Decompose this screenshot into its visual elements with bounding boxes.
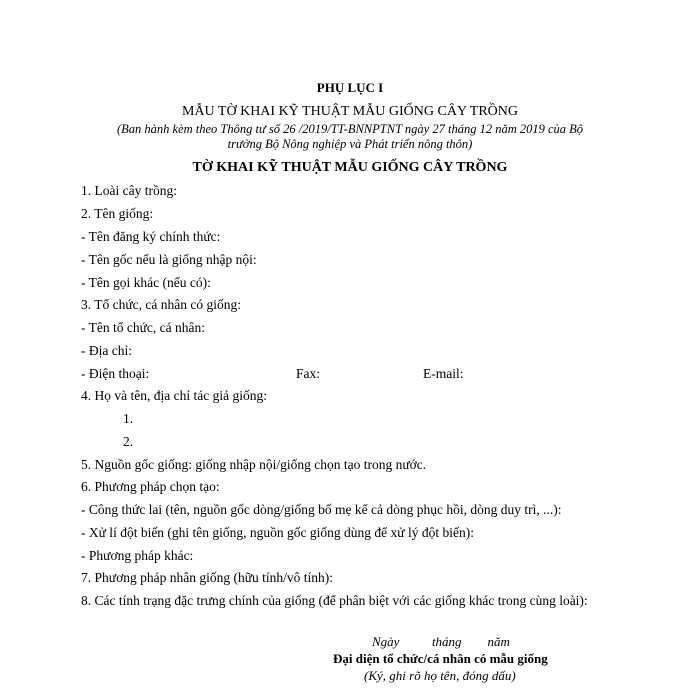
field-propagation: 7. Phương pháp nhân giống (hữu tính/vô tính): (81, 570, 334, 585)
appendix-heading: PHỤ LỤC I (316, 80, 384, 95)
field-phone: - Điện thoại: (81, 366, 150, 381)
field-official-name: - Tên đăng ký chính thức: (81, 229, 221, 244)
field-variety-name: 2. Tên giống: (81, 206, 154, 221)
field-owner: 3. Tổ chức, cá nhân có giống: (81, 297, 242, 312)
field-email: E-mail: (423, 366, 464, 381)
field-breeding-method: 6. Phương pháp chọn tạo: (81, 479, 220, 494)
form-title: MẪU TỜ KHAI KỸ THUẬT MẪU GIỐNG CÂY TRỒNG (182, 104, 518, 119)
issuance-note-line-2: trưởng Bộ Nông nghiệp và Phát triển nông thôn) (227, 137, 473, 151)
field-author: 4. Họ và tên, địa chỉ tác giả giống: (81, 388, 267, 403)
main-title: TỜ KHAI KỸ THUẬT MẪU GIỐNG CÂY TRỒNG (192, 160, 508, 175)
issuance-note (0, 122, 700, 152)
field-mutation: - Xử lí đột biến (ghi tên giống, nguồn gốc giống dùng để xử lý đột biến): (81, 525, 474, 540)
signature-representative: Đại diện tổ chức/cá nhân có mẫu giống (333, 651, 548, 666)
field-characteristics: 8. Các tính trạng đặc trưng chính của giống (để phân biệt với các giống khác trong cùng loài): (81, 593, 588, 608)
signature-note: (Ký, ghi rõ họ tên, đóng dấu) (364, 668, 516, 683)
field-owner-name: - Tên tổ chức, cá nhân: (81, 320, 206, 335)
field-crop-species: 1. Loài cây trồng: (81, 183, 177, 198)
field-address: - Địa chỉ: (81, 343, 132, 358)
field-author-1: 1. (123, 411, 134, 426)
field-fax: Fax: (296, 366, 321, 381)
signature-date: Ngày tháng năm (372, 634, 510, 649)
issuance-note-line-1: (Ban hành kèm theo Thông tư số 26 /2019/TT-BNNPTNT ngày 27 tháng 12 năm 2019 của Bộ (116, 122, 584, 136)
field-author-2: 2. (123, 434, 134, 449)
field-original-name: - Tên gốc nếu là giống nhập nội: (81, 252, 257, 267)
field-other-method: - Phương pháp khác: (81, 548, 194, 563)
field-cross-formula: - Công thức lai (tên, nguồn gốc dòng/giống bố mẹ kể cả dòng phục hồi, dòng duy trì, ...): (81, 502, 562, 517)
field-origin: 5. Nguồn gốc giống: giống nhập nội/giống chọn tạo trong nước. (81, 457, 427, 472)
field-other-name: - Tên gọi khác (nếu có): (81, 275, 211, 290)
